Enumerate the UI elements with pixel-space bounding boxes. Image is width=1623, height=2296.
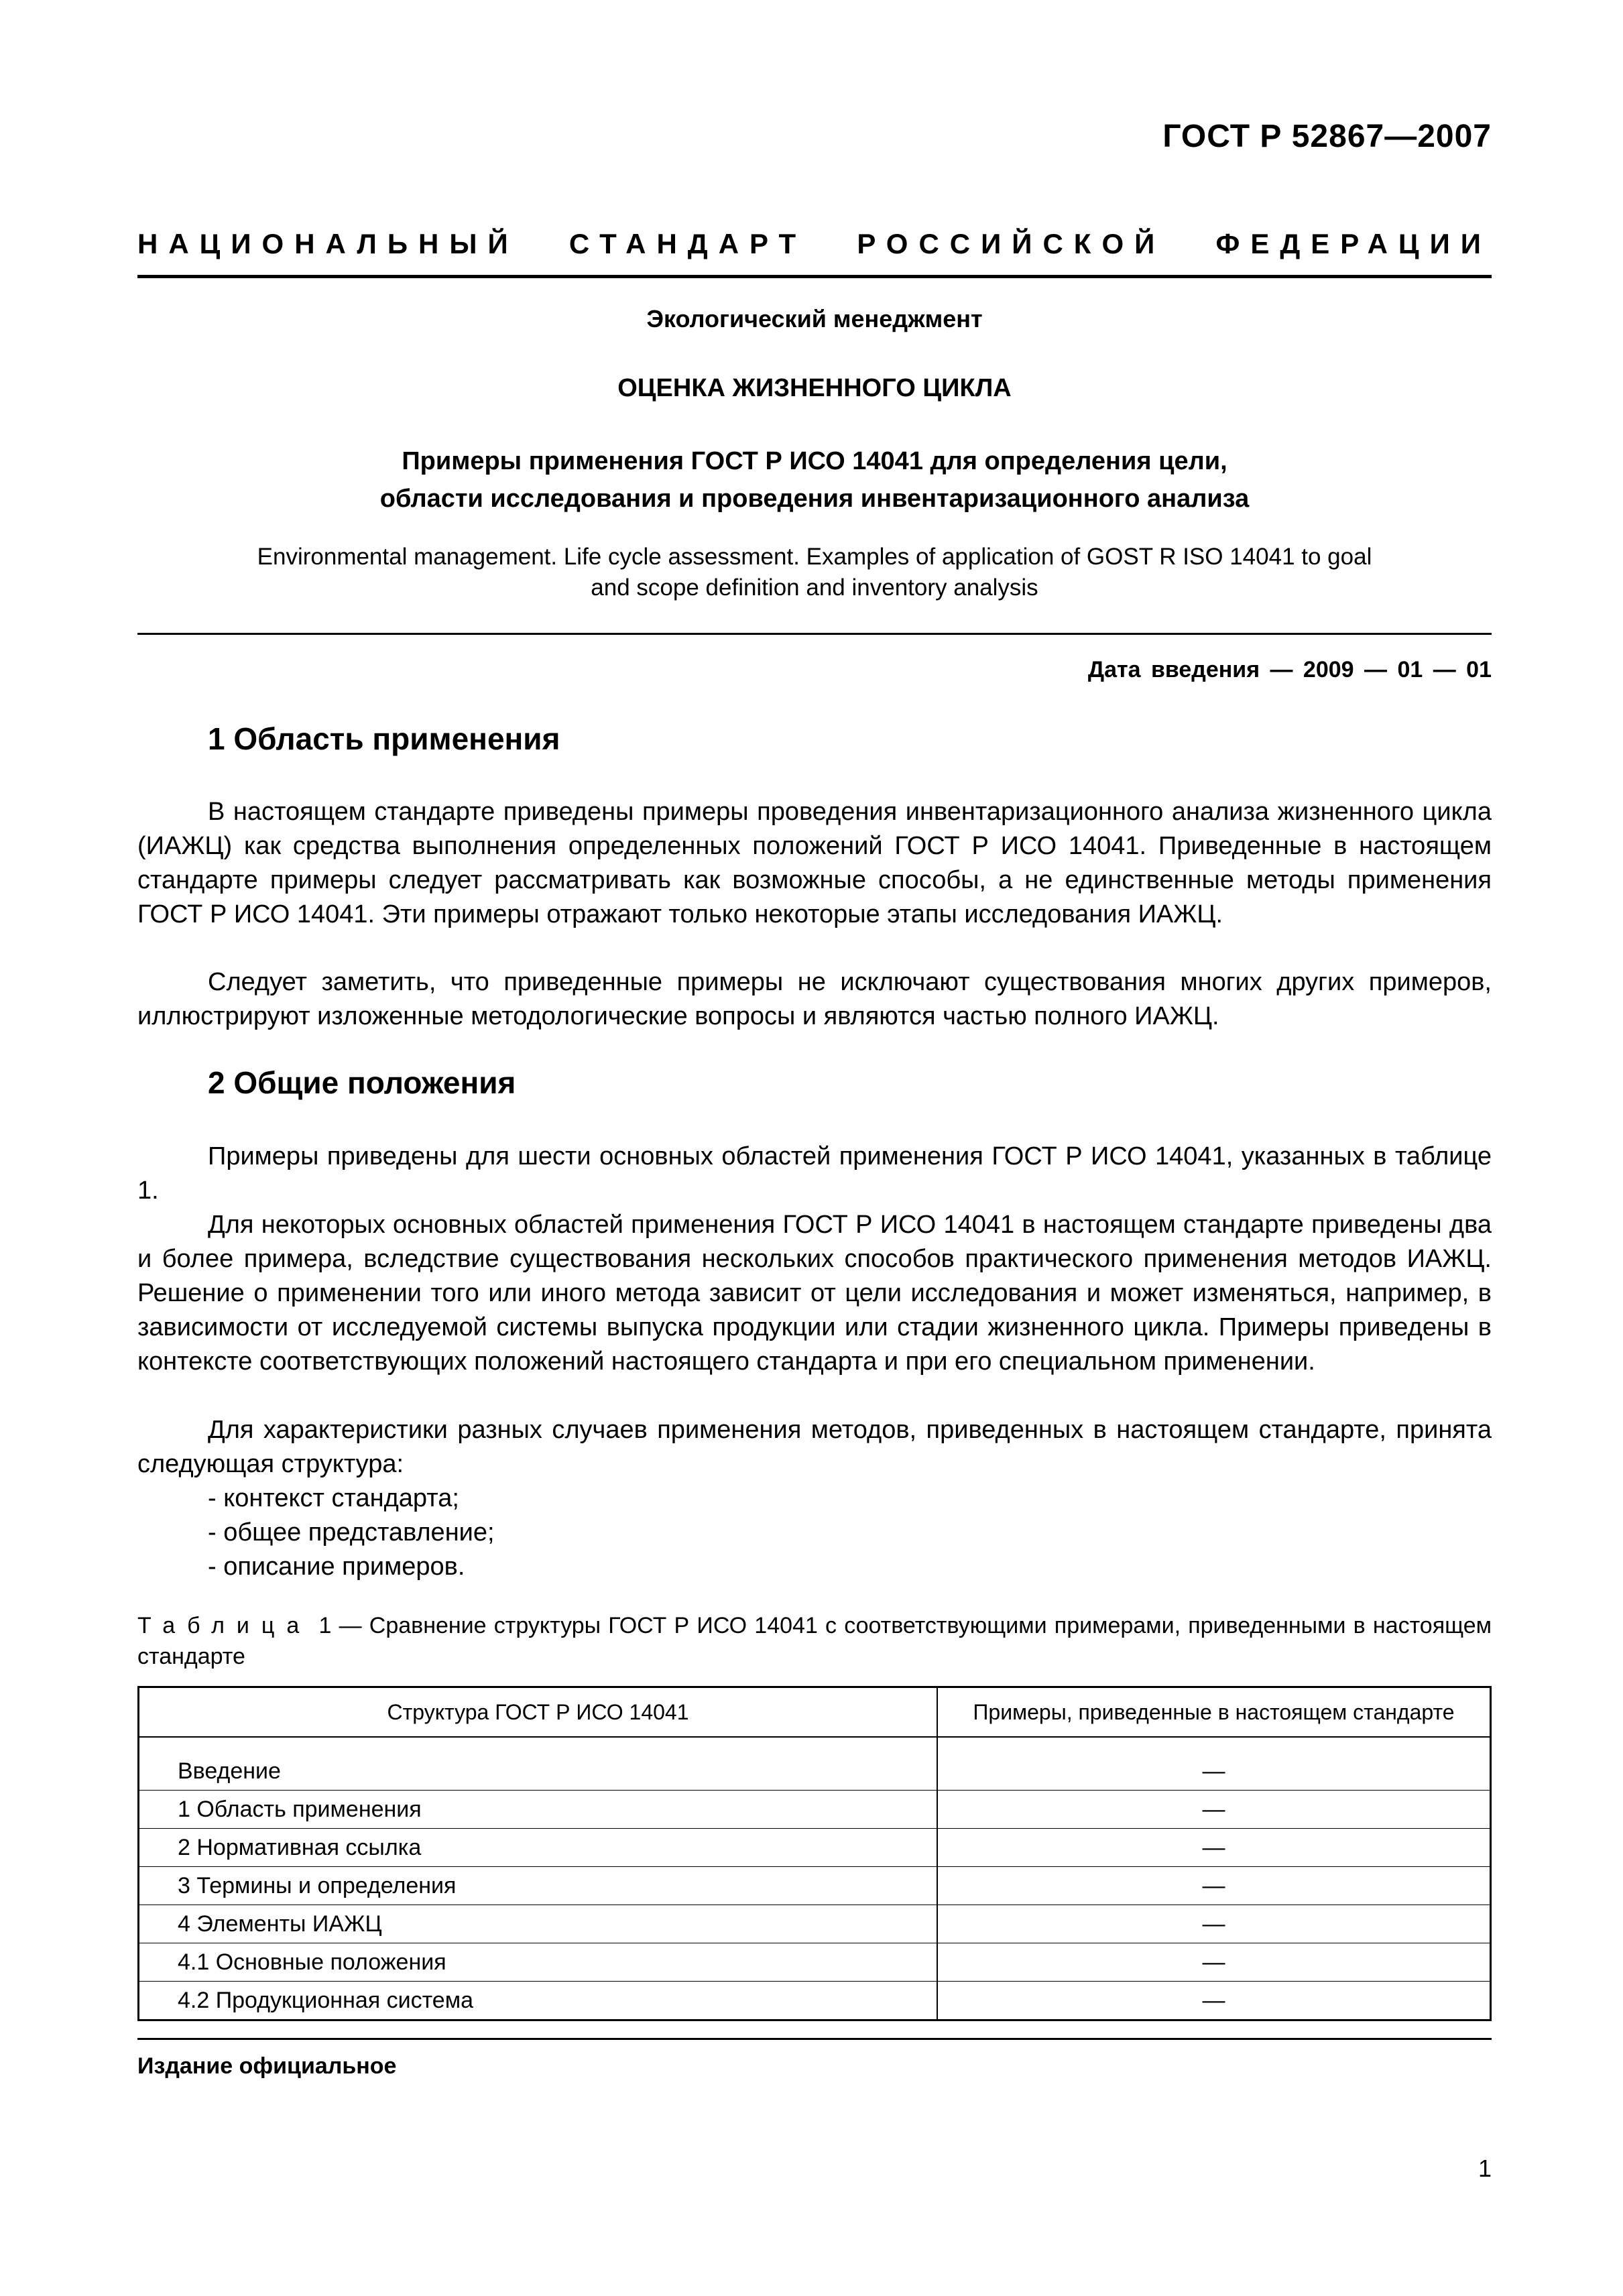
table-cell: 1 Область применения xyxy=(139,1791,938,1829)
paragraph xyxy=(137,1208,1492,1379)
table-row xyxy=(139,1943,1491,1982)
paragraph xyxy=(137,1413,1492,1482)
table-caption xyxy=(137,1610,1492,1672)
table-cell: 4.2 Продукционная система xyxy=(139,1982,938,2020)
table-cell: Введение xyxy=(139,1737,938,1791)
title-divider xyxy=(137,633,1492,635)
table-row xyxy=(139,1867,1491,1905)
page-number: 1 xyxy=(1478,2155,1492,2182)
paragraph-text: В настоящем стандарте приведены примеры проведения инвентаризационного анализа жизненного цикла (ИАЖЦ) как средства выполнения определенных положений ГОСТ Р ИСО 14041. Приведенные в настоящем стандарте примеры следует рассматривать как возможные способы, а не единственные методы применения ГОСТ Р ИСО 14041. Эти примеры отражают только некоторые этапы исследования ИАЖЦ. xyxy=(137,798,1492,928)
english-title xyxy=(137,542,1492,603)
paragraph xyxy=(137,965,1492,1034)
standard-main-title: ОЦЕНКА ЖИЗНЕННОГО ЦИКЛА xyxy=(617,374,1012,402)
banner-word: НАЦИОНАЛЬНЫЙ xyxy=(137,228,519,259)
table-cell: 4 Элементы ИАЖЦ xyxy=(139,1905,938,1943)
table-caption-label: Таблица xyxy=(137,1613,312,1638)
official-edition-label: Издание официальное xyxy=(137,2053,397,2079)
standard-designation: ГОСТ Р 52867—2007 xyxy=(1162,119,1492,154)
table-header-cell: Примеры, приведенные в настоящем стандарте xyxy=(937,1687,1491,1738)
table-cell: — xyxy=(937,1982,1491,2020)
paragraph-text: Для некоторых основных областей применения ГОСТ Р ИСО 14041 в настоящем стандарте приведены два и более примера, вследствие существования нескольких способов практического применения методов ИАЖЦ. Решение о применении того или иного метода зависит от цели исследования и может изменяться, например, в зависимости от исследуемой системы выпуска продукции или стадии жизненного цикла. Примеры приведены в контексте соответствующих положений настоящего стандарта и при его специальном применении. xyxy=(137,1211,1492,1376)
effective-date: Дата введения — 2009 — 01 — 01 xyxy=(1087,657,1492,682)
table-row xyxy=(139,1791,1491,1829)
banner-word: СТАНДАРТ xyxy=(568,228,807,259)
english-title-line: Environmental management. Life cycle assessment. Examples of application of GOST R ISO 14041 to goal xyxy=(257,544,1372,570)
paragraph-text: Примеры приведены для шести основных областей применения ГОСТ Р ИСО 14041, указанных в таблице 1. xyxy=(137,1142,1492,1205)
subtitle-line: области исследования и проведения инвентаризационного анализа xyxy=(379,485,1250,513)
table-cell: — xyxy=(937,1905,1491,1943)
table-cell: — xyxy=(937,1867,1491,1905)
table-caption-text: 1 — Сравнение структуры ГОСТ Р ИСО 14041 с соответствующими примерами, приведенными в настоящем стандарте xyxy=(137,1613,1492,1669)
header-divider xyxy=(137,275,1492,278)
section-heading: 1 Область применения xyxy=(208,721,560,756)
list-item: - контекст стандарта; xyxy=(208,1484,459,1512)
table-row xyxy=(139,1737,1491,1791)
table-row xyxy=(139,1905,1491,1943)
list-item: - общее представление; xyxy=(208,1518,495,1547)
paragraph-text: Следует заметить, что приведенные примеры не исключают существования многих других примеров, иллюстрируют изложенные методологические вопросы и являются частью полного ИАЖЦ. xyxy=(137,968,1492,1030)
subtitle-line: Примеры применения ГОСТ Р ИСО 14041 для определения цели, xyxy=(402,447,1227,475)
section-heading: 2 Общие положения xyxy=(208,1065,516,1100)
standard-category: Экологический менеджмент xyxy=(646,305,983,333)
table-row xyxy=(139,1982,1491,2020)
paragraph xyxy=(137,1140,1492,1208)
table-header-cell: Структура ГОСТ Р ИСО 14041 xyxy=(139,1687,938,1738)
banner-word: ФЕДЕРАЦИИ xyxy=(1215,228,1492,259)
table-cell: — xyxy=(937,1737,1491,1791)
table-cell: — xyxy=(937,1829,1491,1867)
table-cell: — xyxy=(937,1943,1491,1982)
paragraph xyxy=(137,795,1492,932)
table-row xyxy=(139,1829,1491,1867)
paragraph-text: Для характеристики разных случаев применения методов, приведенных в настоящем стандарте, принята следующая структура: xyxy=(137,1416,1492,1478)
table-cell: 2 Нормативная ссылка xyxy=(139,1829,938,1867)
list-item: - описание примеров. xyxy=(208,1553,465,1581)
comparison-table xyxy=(137,1686,1492,2021)
banner-word: РОССИЙСКОЙ xyxy=(857,228,1166,259)
table-cell: — xyxy=(937,1791,1491,1829)
table-cell: 3 Термины и определения xyxy=(139,1867,938,1905)
table-cell: 4.1 Основные положения xyxy=(139,1943,938,1982)
table-header-row xyxy=(139,1687,1491,1738)
standard-subtitle xyxy=(137,442,1492,518)
footer-divider xyxy=(137,2038,1492,2040)
english-title-line: and scope definition and inventory analysis xyxy=(591,575,1038,601)
national-standard-banner xyxy=(137,228,1492,260)
